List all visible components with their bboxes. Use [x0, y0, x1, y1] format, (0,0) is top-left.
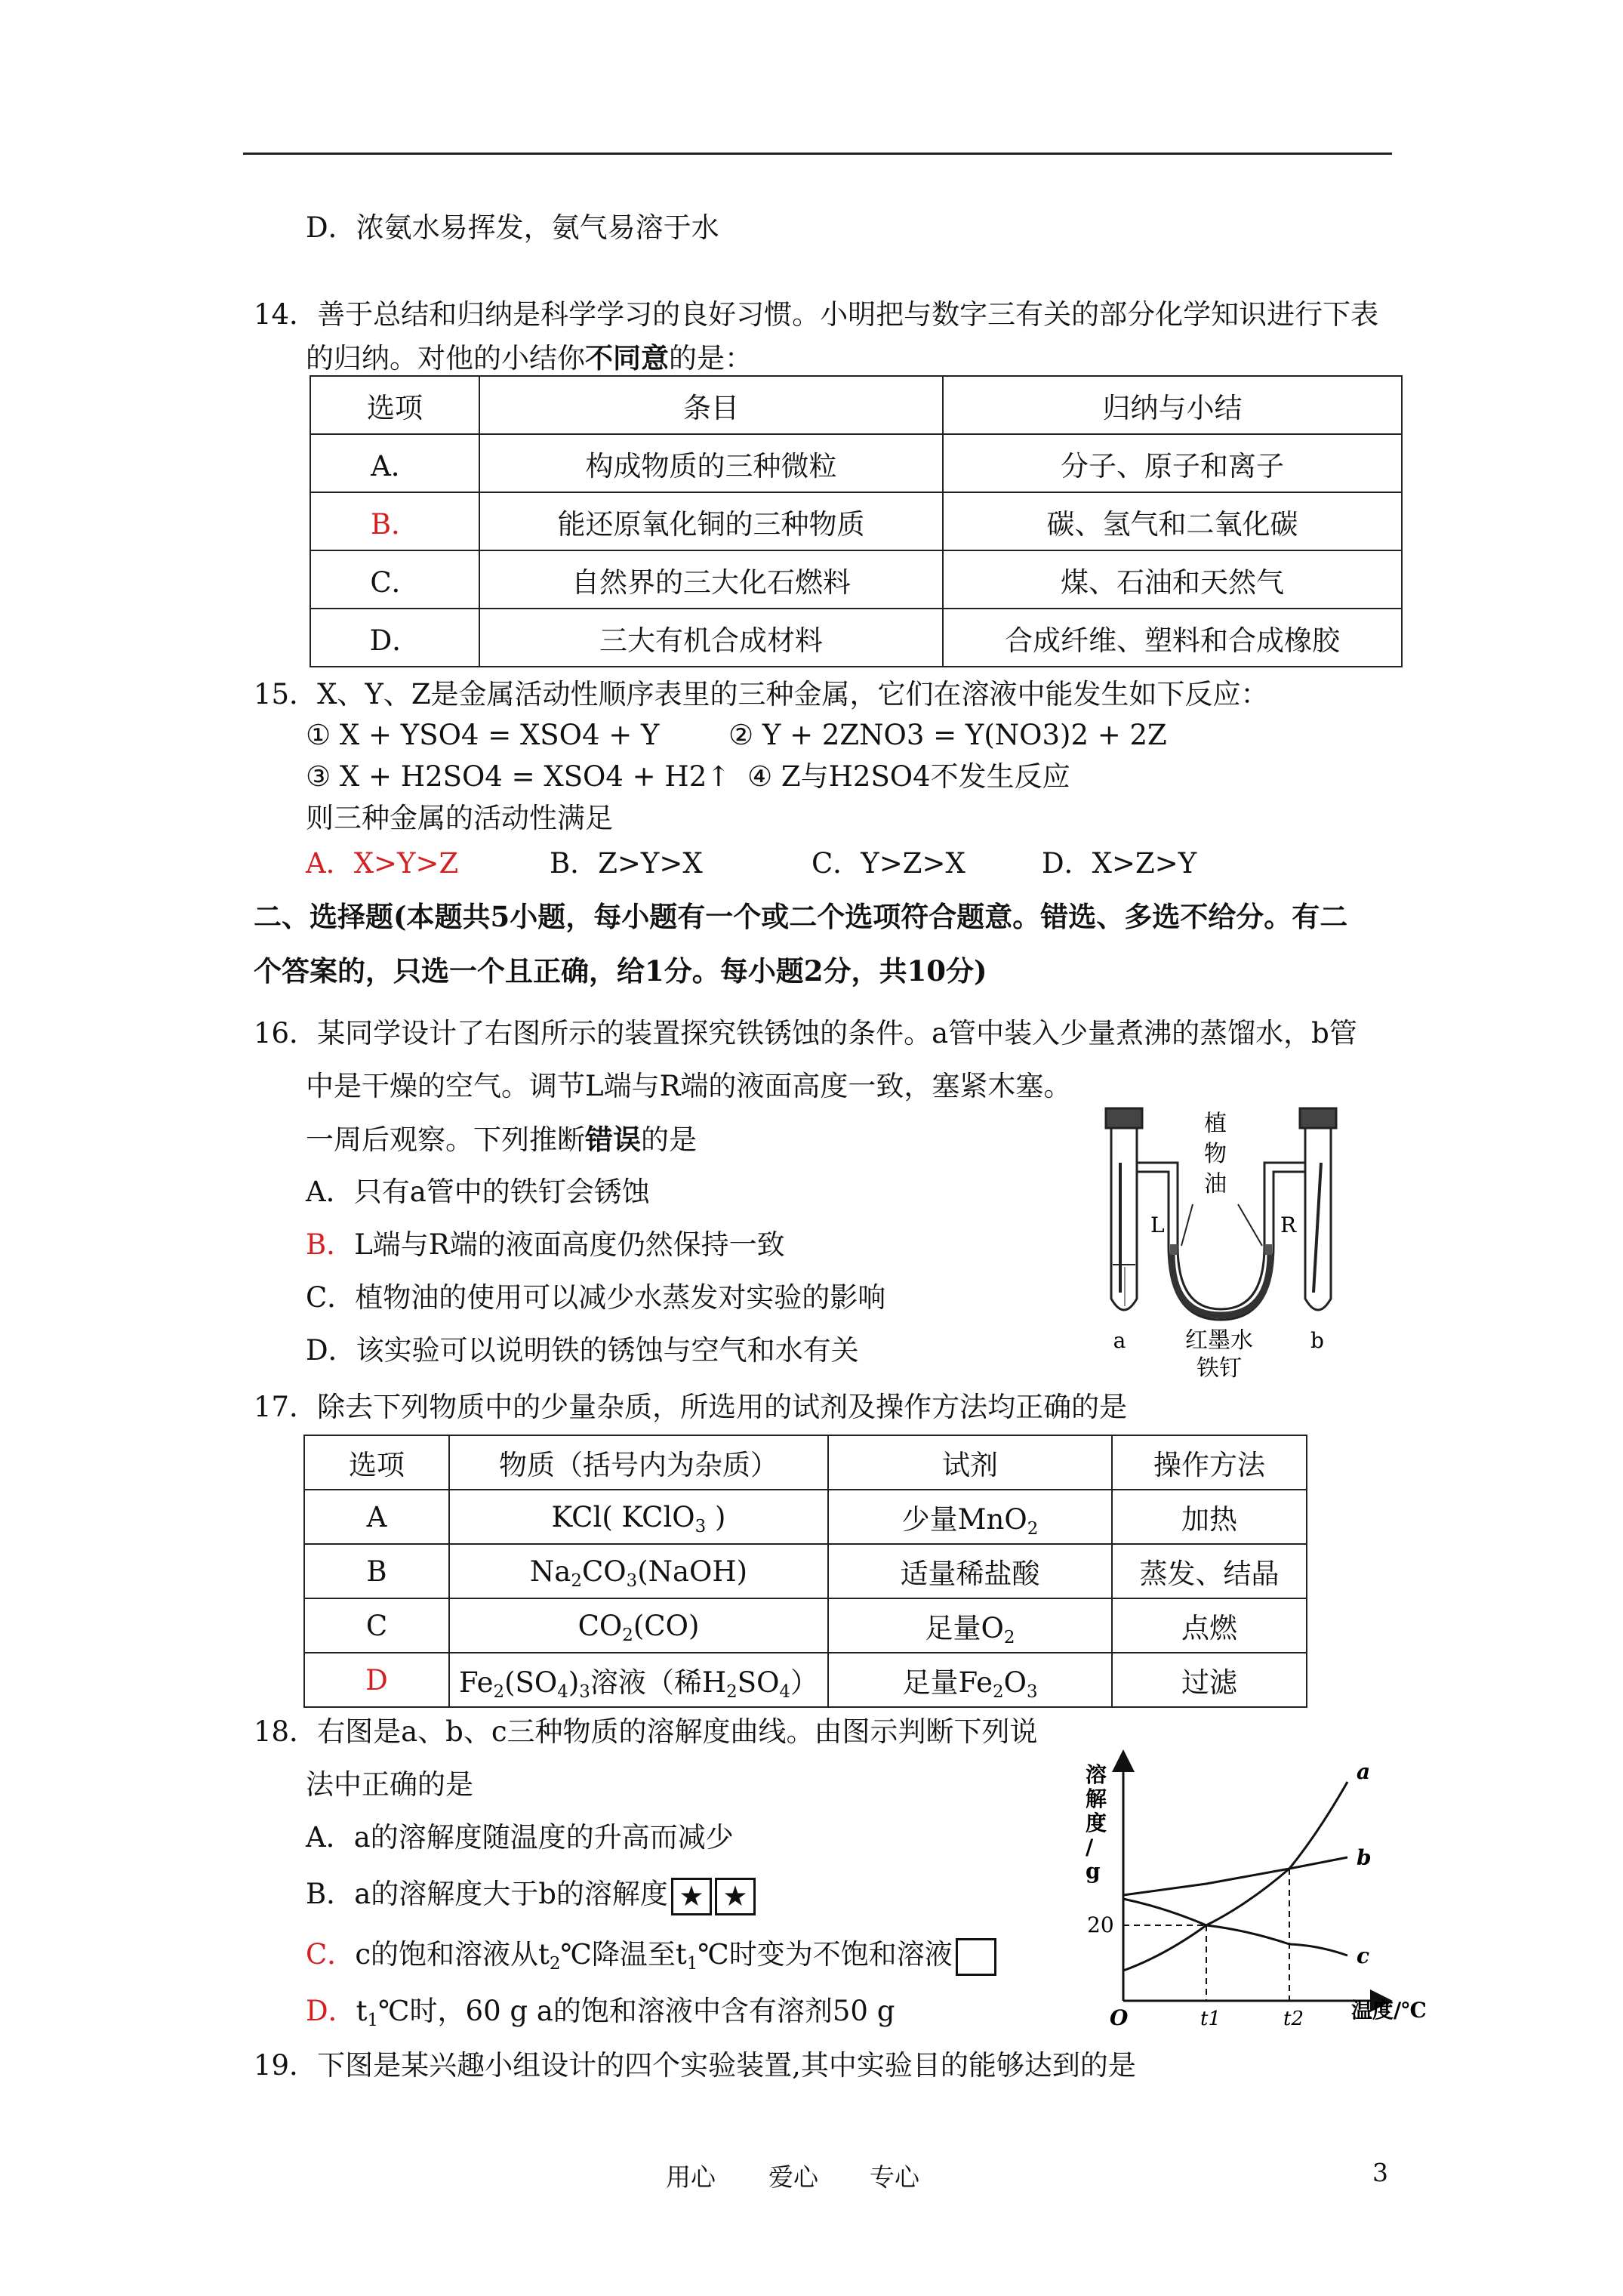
q15-reaction-3: ③ X + H2SO4 = XSO4 + H2↑ — [306, 760, 731, 793]
chart-y-label-char: 度 — [1086, 1811, 1107, 1835]
q16-option-d: D．该实验可以说明铁的锈蚀与空气和水有关 — [306, 1334, 859, 1367]
empty-box-icon — [956, 1938, 996, 1976]
figure-tube-b-label: b — [1310, 1328, 1324, 1353]
q17-header-method: 操作方法 — [1112, 1435, 1307, 1490]
table-row — [310, 434, 1402, 492]
q15-stem: 15．X、Y、Z是金属活动性顺序表里的三种金属，它们在溶液中能发生如下反应： — [254, 678, 1269, 710]
q18-option-b: B．a的溶解度大于b的溶解度 ★ ★ — [306, 1876, 756, 1915]
q14-header-summary: 归纳与小结 — [943, 376, 1402, 434]
q17-table — [303, 1435, 1307, 1708]
q14-table — [310, 375, 1403, 667]
q15-reaction-2: ② Y + 2ZNO3 = Y(NO3)2 + 2Z — [728, 719, 1167, 751]
table-cell: 自然界的三大化石燃料 — [479, 550, 943, 609]
q18-stem-line1: 18．右图是a、b、c三种物质的溶解度曲线。由图示判断下列说 — [254, 1715, 1038, 1748]
q18-option-a: A．a的溶解度随温度的升高而减少 — [306, 1821, 734, 1854]
table-cell: 过滤 — [1112, 1653, 1307, 1707]
table-cell: 足量$O_2$ — [828, 1598, 1112, 1653]
chart-x-tick: t1 — [1200, 2008, 1221, 2030]
series-label-a: a — [1357, 1759, 1371, 1784]
table-row — [304, 1598, 1307, 1653]
q15-ask: 则三种金属的活动性满足 — [306, 802, 613, 834]
table-cell: 点燃 — [1112, 1598, 1307, 1653]
test-tube-a — [1111, 1128, 1137, 1310]
stopper-left-icon — [1106, 1108, 1142, 1128]
q18-option-c: C．c的饱和溶液从$t_2℃$降温至$t_1℃$时变为不饱和溶液 — [306, 1937, 996, 1976]
table-cell: $CO_2(CO)$ — [449, 1598, 828, 1653]
chart-y-tick: 20 — [1087, 1912, 1114, 1937]
table-cell: 能还原氧化铜的三种物质 — [479, 492, 943, 550]
table-row — [310, 492, 1402, 550]
section2-title-line2: 个答案的，只选一个且正确，给1分。每小题2分，共10分) — [254, 954, 987, 988]
table-cell: A． — [310, 434, 479, 492]
figure-oil-label-1: 植 — [1204, 1111, 1227, 1137]
star-box-icon: ★ — [715, 1878, 756, 1915]
table-cell: C — [304, 1598, 449, 1653]
q15-option-c: C．Y>Z>X — [812, 847, 965, 880]
nail-b-icon — [1313, 1163, 1321, 1293]
q17-header-option: 选项 — [304, 1435, 449, 1490]
q17-header-reagent: 试剂 — [828, 1435, 1112, 1490]
q19-stem: 19．下图是某兴趣小组设计的四个实验装置,其中实验目的能够达到的是 — [254, 2049, 1136, 2082]
q17-header-substance: 物质（括号内为杂质） — [449, 1435, 828, 1490]
figure-nail-label: 铁钉 — [1196, 1355, 1242, 1382]
table-cell: 适量稀盐酸 — [828, 1544, 1112, 1598]
chart-x-tick: t2 — [1283, 2008, 1304, 2030]
table-cell: 三大有机合成材料 — [479, 609, 943, 667]
chart-y-label-char: / — [1086, 1835, 1094, 1860]
q13-option-d: D．浓氨水易挥发，氨气易溶于水 — [306, 211, 719, 244]
table-cell: KCl( KClO$_3$ ) — [449, 1490, 828, 1544]
q18-option-d: D．$t_1℃$时，60 g a的饱和溶液中含有溶剂50 g — [306, 1995, 895, 2030]
chart-y-label-char: 溶 — [1086, 1762, 1107, 1787]
table-cell-answer: D — [304, 1653, 449, 1707]
q15-reaction-4: ④ Z与H2SO4不发生反应 — [747, 760, 1070, 793]
table-cell: C． — [310, 550, 479, 609]
q15-option-a: A．X>Y>Z — [306, 847, 459, 880]
table-cell: D． — [310, 609, 479, 667]
table-cell: $Na_2CO_3(NaOH)$ — [449, 1544, 828, 1598]
red-ink — [1172, 1253, 1270, 1315]
section2-title-line1: 二、选择题(本题共5小题，每小题有一个或二个选项符合题意。错选、多选不给分。有二 — [254, 900, 1348, 933]
chart-y-label-char: g — [1086, 1859, 1101, 1884]
series-label-b: b — [1357, 1845, 1372, 1870]
q16-stem-line3: 一周后观察。下列推断错误的是 — [306, 1123, 697, 1156]
figure-tube-a-label: a — [1113, 1328, 1126, 1353]
table-cell: 少量MnO$_2$ — [828, 1490, 1112, 1544]
figure-ink-label: 红墨水 — [1185, 1327, 1253, 1354]
table-cell: 合成纤维、塑料和合成橡胶 — [943, 609, 1402, 667]
table-row — [304, 1653, 1307, 1707]
q15-option-d: D．X>Z>Y — [1042, 847, 1197, 880]
table-cell: 煤、石油和天然气 — [943, 550, 1402, 609]
q18-solubility-chart — [1072, 1752, 1427, 2039]
series-line-b — [1123, 1857, 1347, 1895]
chart-origin-label: O — [1110, 2005, 1129, 2030]
table-row — [310, 609, 1402, 667]
table-cell: 分子、原子和离子 — [943, 434, 1402, 492]
chart-x-label: 温度/℃ — [1351, 1998, 1427, 2023]
table-cell: B — [304, 1544, 449, 1598]
q18-stem-line2: 法中正确的是 — [306, 1768, 473, 1801]
q15-option-b: B．Z>Y>X — [550, 847, 703, 880]
table-cell: A — [304, 1490, 449, 1544]
star-box-icon: ★ — [671, 1878, 712, 1915]
table-cell: $Fe_2(SO_4)_3$溶液（稀$H_2SO_4$） — [449, 1653, 828, 1707]
table-cell: 足量$Fe_2O_3$ — [828, 1653, 1112, 1707]
q17-stem: 17．除去下列物质中的少量杂质，所选用的试剂及操作方法均正确的是 — [254, 1391, 1128, 1423]
table-cell: 蒸发、结晶 — [1112, 1544, 1307, 1598]
table-row — [304, 1544, 1307, 1598]
series-label-c: c — [1357, 1943, 1370, 1968]
q14-header-option: 选项 — [310, 376, 479, 434]
table-row — [304, 1490, 1307, 1544]
table-cell: 加热 — [1112, 1490, 1307, 1544]
figure-oil-label-2: 物 — [1204, 1141, 1227, 1167]
table-cell: 碳、氢气和二氧化碳 — [943, 492, 1402, 550]
figure-label-r: R — [1280, 1213, 1297, 1237]
q16-stem-line2: 中是干燥的空气。调节L端与R端的液面高度一致，塞紧木塞。 — [306, 1070, 1072, 1102]
q14-stem-line1: 14．善于总结和归纳是科学学习的良好习惯。小明把与数字三有关的部分化学知识进行下表 — [254, 298, 1379, 331]
footer-motto-1: 用心 — [666, 2162, 716, 2192]
table-cell: 构成物质的三种微粒 — [479, 434, 943, 492]
q15-reaction-1: ① X + YSO4 = XSO4 + Y — [306, 719, 660, 751]
q16-option-a: A．只有a管中的铁钉会锈蚀 — [306, 1176, 650, 1208]
series-line-a — [1123, 1782, 1347, 1971]
series-line-c — [1123, 1899, 1347, 1955]
footer-motto-3: 专心 — [870, 2162, 919, 2192]
page-number: 3 — [1372, 2158, 1388, 2187]
q16-stem-line1: 16．某同学设计了右图所示的装置探究铁锈蚀的条件。a管中装入少量煮沸的蒸馏水，b管 — [254, 1017, 1357, 1049]
figure-oil-label-3: 油 — [1204, 1171, 1227, 1197]
q16-apparatus-figure — [1087, 1095, 1404, 1382]
q16-option-b: B．L端与R端的液面高度仍然保持一致 — [306, 1228, 785, 1261]
header-rule — [243, 153, 1392, 155]
chart-y-label-char: 解 — [1086, 1786, 1107, 1811]
table-cell-answer: B． — [310, 492, 479, 550]
q14-header-item: 条目 — [479, 376, 943, 434]
figure-label-l: L — [1150, 1213, 1165, 1237]
q16-option-c: C．植物油的使用可以减少水蒸发对实验的影响 — [306, 1281, 886, 1314]
table-row — [310, 550, 1402, 609]
stopper-right-icon — [1300, 1108, 1336, 1128]
q14-stem-line2: 的归纳。对他的小结你不同意的是： — [306, 341, 753, 374]
footer-motto-2: 爱心 — [768, 2162, 818, 2192]
